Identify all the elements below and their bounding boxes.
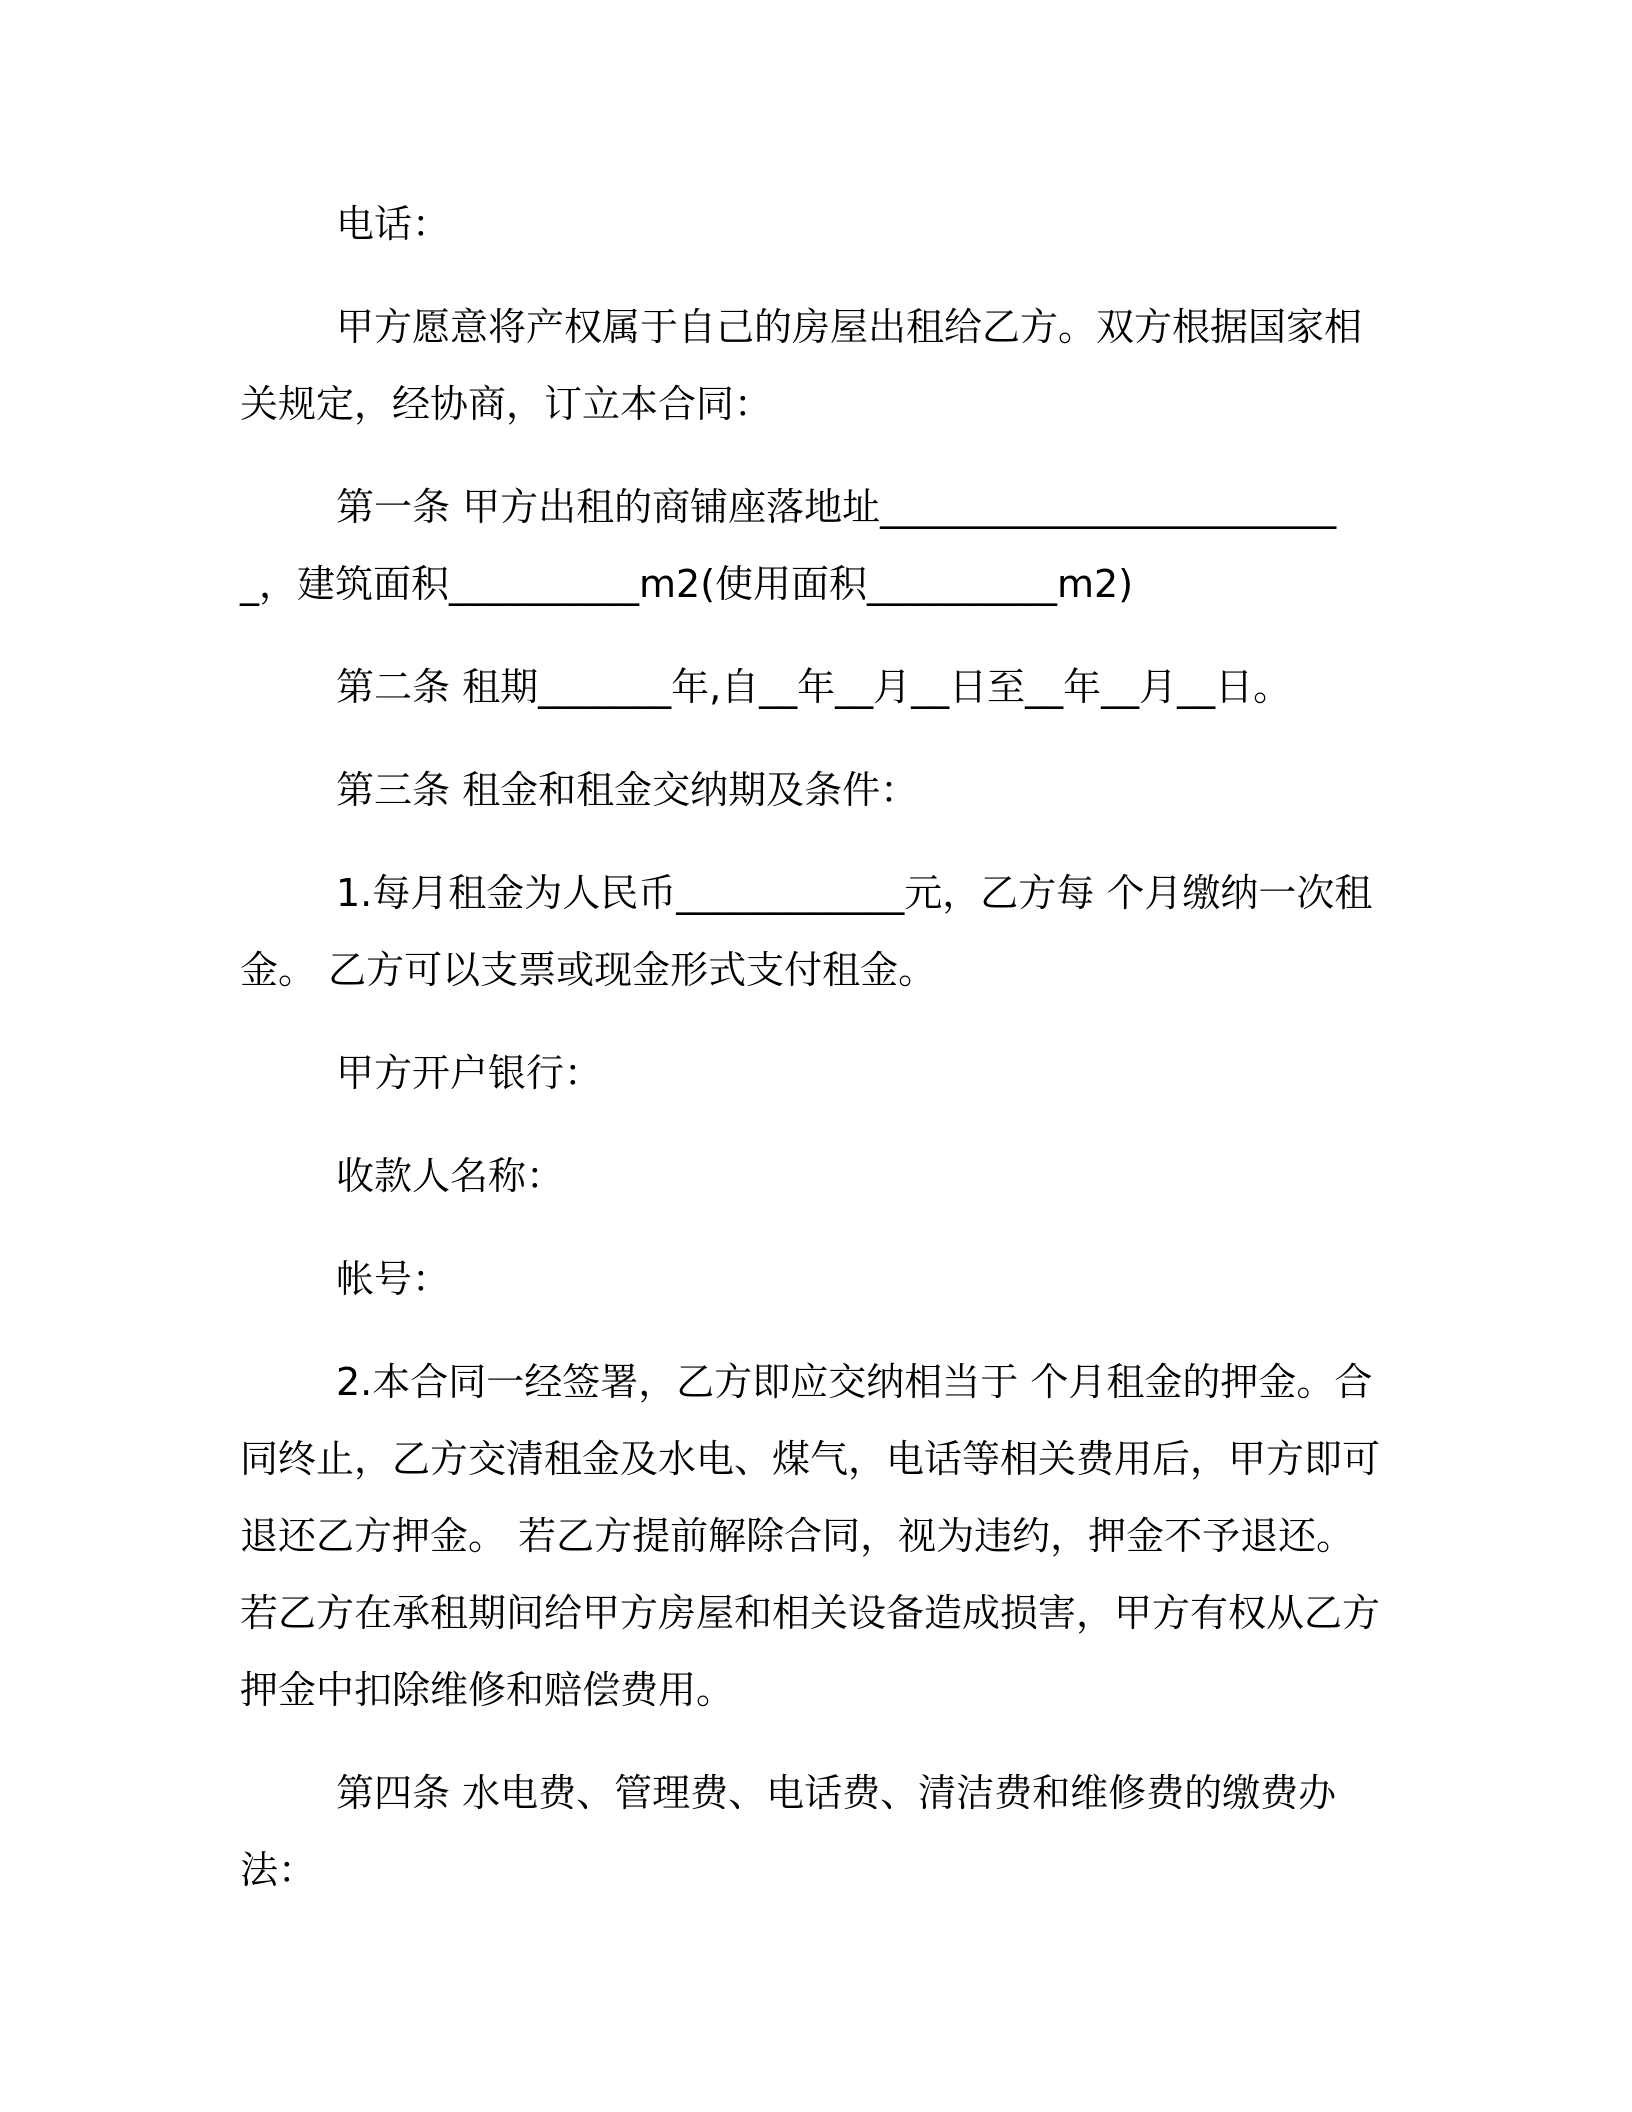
clause-1-monthly-rent: 1.每月租金为人民币____________元，乙方每 个月缴纳一次租金。 乙方可以支票或现金形式支付租金。 bbox=[240, 871, 1373, 992]
payee-name-label: 收款人名称： bbox=[336, 1154, 565, 1198]
document-body bbox=[240, 186, 1390, 1935]
phone-label: 电话： bbox=[336, 202, 451, 246]
article-1-location: 第一条 甲方出租的商铺座落地址_________________________，建筑面积__________m2(使用面积__________m2) bbox=[240, 485, 1337, 606]
article-2-lease-term: 第二条 租期_______年,自__年__月__日至__年__月__日。 bbox=[336, 665, 1292, 709]
article-3-heading: 第三条 租金和租金交纳期及条件： bbox=[336, 768, 919, 812]
clause-2-deposit: 2.本合同一经签署，乙方即应交纳相当于 个月租金的押金。合同终止，乙方交清租金及水电、煤气，电话等相关费用后，甲方即可退还乙方押金。 若乙方提前解除合同，视为违约，押金不予退还。若乙方在承租期间给甲方房屋和相关设备造成损害，甲方有权从乙方押金中扣除维修和赔偿费用。 bbox=[240, 1360, 1381, 1712]
bank-label: 甲方开户银行： bbox=[336, 1051, 603, 1095]
contract-preamble: 甲方愿意将产权属于自己的房屋出租给乙方。双方根据国家相关规定，经协商，订立本合同： bbox=[240, 305, 1363, 426]
article-4-fees: 第四条 水电费、管理费、电话费、清洁费和维修费的缴费办法： bbox=[240, 1771, 1337, 1892]
account-number-label: 帐号： bbox=[336, 1257, 451, 1301]
